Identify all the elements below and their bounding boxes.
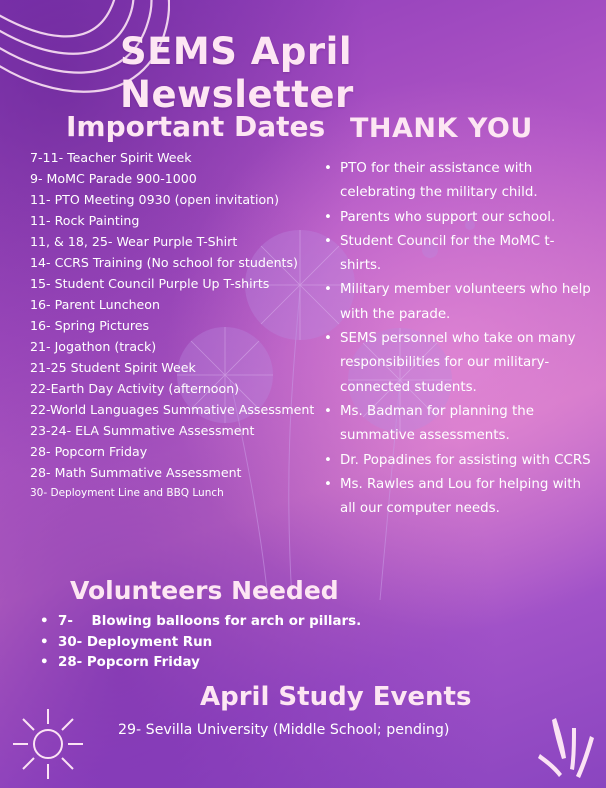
list-item: 14- CCRS Training (No school for students)	[30, 255, 298, 270]
thank-you-heading: THANK YOU	[350, 113, 533, 144]
thank-you-list	[324, 157, 594, 521]
list-item: • Parents who support our school.	[324, 206, 594, 230]
list-item: 11- PTO Meeting 0930 (open invitation)	[30, 192, 280, 207]
list-item: • 7- Blowing balloons for arch or pillars.	[40, 612, 400, 633]
sun-outline-decoration	[8, 704, 88, 784]
list-item: 30- Deployment Line and BBQ Lunch	[30, 487, 224, 499]
study-event-item: 29- Sevilla University (Middle School; pending)	[118, 722, 450, 738]
important-dates-heading: Important Dates	[66, 110, 326, 143]
list-item: 23-24- ELA Summative Assessment	[30, 423, 255, 438]
volunteers-list	[40, 612, 400, 674]
list-item: 22-World Languages Summative Assessment	[30, 402, 315, 417]
list-item: • 30- Deployment Run	[40, 633, 400, 654]
list-item: 15- Student Council Purple Up T-shirts	[30, 276, 270, 291]
list-item: 11, & 18, 25- Wear Purple T-Shirt	[30, 234, 238, 249]
list-item: • Student Council for the MoMC t-shirts.	[324, 230, 594, 279]
list-item: 28- Popcorn Friday	[30, 444, 148, 459]
list-item: 21-25 Student Spirit Week	[30, 360, 196, 375]
list-item: • PTO for their assistance with celebrating the military child.	[324, 157, 594, 206]
list-item: • Ms. Rawles and Lou for helping with all our computer needs.	[324, 473, 594, 522]
list-item: 16- Spring Pictures	[30, 318, 150, 333]
list-item: • Dr. Popadines for assisting with CCRS	[324, 449, 594, 473]
list-item: 21- Jogathon (track)	[30, 339, 157, 354]
list-item: • 28- Popcorn Friday	[40, 653, 400, 674]
list-item: 16- Parent Luncheon	[30, 297, 160, 312]
list-item: 28- Math Summative Assessment	[30, 465, 242, 480]
brush-strokes-decoration	[536, 708, 606, 788]
newsletter-title: SEMS April Newsletter	[120, 30, 354, 116]
list-item: 7-11- Teacher Spirit Week	[30, 150, 192, 165]
list-item: 22-Earth Day Activity (afternoon)	[30, 381, 240, 396]
list-item: • Military member volunteers who help with the parade.	[324, 278, 594, 327]
important-dates-list	[30, 147, 320, 504]
volunteers-heading: Volunteers Needed	[70, 576, 339, 605]
list-item: 11- Rock Painting	[30, 213, 140, 228]
list-item: 9- MoMC Parade 900-1000	[30, 171, 197, 186]
list-item: • Ms. Badman for planning the summative assessments.	[324, 400, 594, 449]
list-item: • SEMS personnel who take on many responsibilities for our military-connected students.	[324, 327, 594, 400]
study-events-heading: April Study Events	[200, 682, 472, 712]
